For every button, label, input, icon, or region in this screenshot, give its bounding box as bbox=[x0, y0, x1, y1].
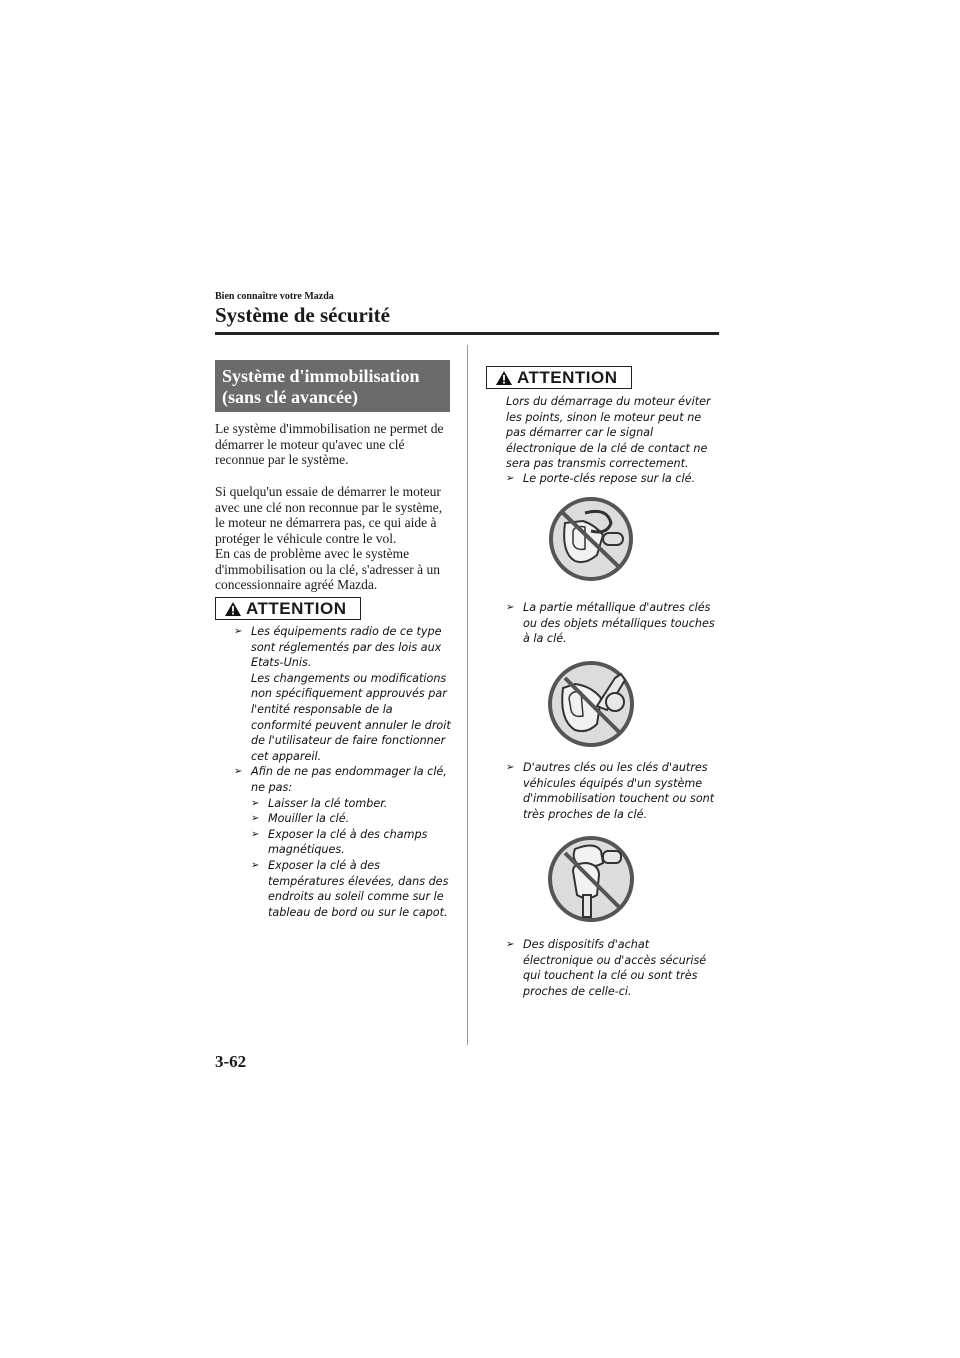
list-item-text: Les changements ou modifications non spécifiquement approuvés par l'entité responsable de la conformité peuvent annuler le droit de l'utilisateur de faire fonctionner cet appareil. bbox=[251, 671, 451, 763]
warning-triangle-icon bbox=[495, 370, 513, 386]
breadcrumb: Bien connaître votre Mazda bbox=[215, 291, 334, 302]
sub-list-item: ➢ Exposer la clé à des températures élevées, dans des endroits au soleil comme sur le tableau de bord ou sur le capot. bbox=[251, 858, 456, 920]
list-item bbox=[234, 764, 456, 920]
no-keyring-icon bbox=[545, 495, 637, 583]
attention-left-content bbox=[234, 624, 456, 920]
attention-right-item1 bbox=[506, 471, 718, 487]
list-item-text: ➢ Afin de ne pas endommager la clé, ne pas: bbox=[251, 765, 447, 794]
theft-paragraph: Si quelqu'un essaie de démarrer le moteur avec une clé non reconnue par le système, le moteur ne démarrera pas, ce qui aide à protéger le véhicule contre le vol. bbox=[215, 484, 443, 546]
attention-right-item4 bbox=[506, 937, 718, 999]
list-item: ➢ D'autres clés ou les clés d'autres véhicules équipés d'un système d'immobilisation touchent ou sont très proches de la clé. bbox=[506, 760, 718, 822]
section-heading bbox=[215, 360, 450, 412]
list-item: ➢ Le porte-clés repose sur la clé. bbox=[506, 471, 718, 487]
title-rule bbox=[215, 332, 719, 335]
attention-right-item3 bbox=[506, 760, 718, 822]
list-item bbox=[234, 624, 456, 764]
list-item: ➢ Des dispositifs d'achat électronique ou d'accès sécurisé qui touchent la clé ou sont très proches de celle-ci. bbox=[506, 937, 718, 999]
list-item-text: ➢ Les équipements radio de ce type sont réglementés par des lois aux Etats-Unis. bbox=[251, 625, 442, 670]
attention-label-right bbox=[486, 366, 632, 389]
section-heading-line2: (sans clé avancée) bbox=[222, 387, 358, 407]
column-divider bbox=[467, 345, 468, 1045]
attention-text: ATTENTION bbox=[246, 598, 347, 618]
list-item: ➢ La partie métallique d'autres clés ou des objets métalliques touches à la clé. bbox=[506, 600, 718, 647]
attention-text: ATTENTION bbox=[517, 367, 618, 387]
no-other-key-icon bbox=[545, 833, 637, 925]
sub-list-item: ➢ Exposer la clé à des champs magnétiques. bbox=[251, 827, 456, 858]
page-title: Système de sécurité bbox=[215, 303, 390, 327]
attention-right-intro: Lors du démarrage du moteur éviter les points, sinon le moteur peut ne pas démarrer car le signal électronique de la clé de contact ne sera pas transmis correctement. bbox=[506, 395, 711, 471]
attention-label-left bbox=[215, 597, 361, 620]
intro-paragraph: Le système d'immobilisation ne permet de démarrer le moteur qu'avec une clé reconnue par le système. bbox=[215, 421, 444, 467]
warning-triangle-icon bbox=[224, 601, 242, 617]
attention-right-item2 bbox=[506, 600, 718, 647]
sub-list-item: ➢ Mouiller la clé. bbox=[251, 811, 456, 827]
dealer-paragraph: En cas de problème avec le système d'immobilisation ou la clé, s'adresser à un concessionnaire agréé Mazda. bbox=[215, 546, 440, 592]
page-number: 3-62 bbox=[215, 1052, 247, 1071]
no-metal-key-icon bbox=[545, 658, 637, 750]
sub-list-item: ➢ Laisser la clé tomber. bbox=[251, 796, 456, 812]
section-heading-line1: Système d'immobilisation bbox=[222, 366, 420, 386]
